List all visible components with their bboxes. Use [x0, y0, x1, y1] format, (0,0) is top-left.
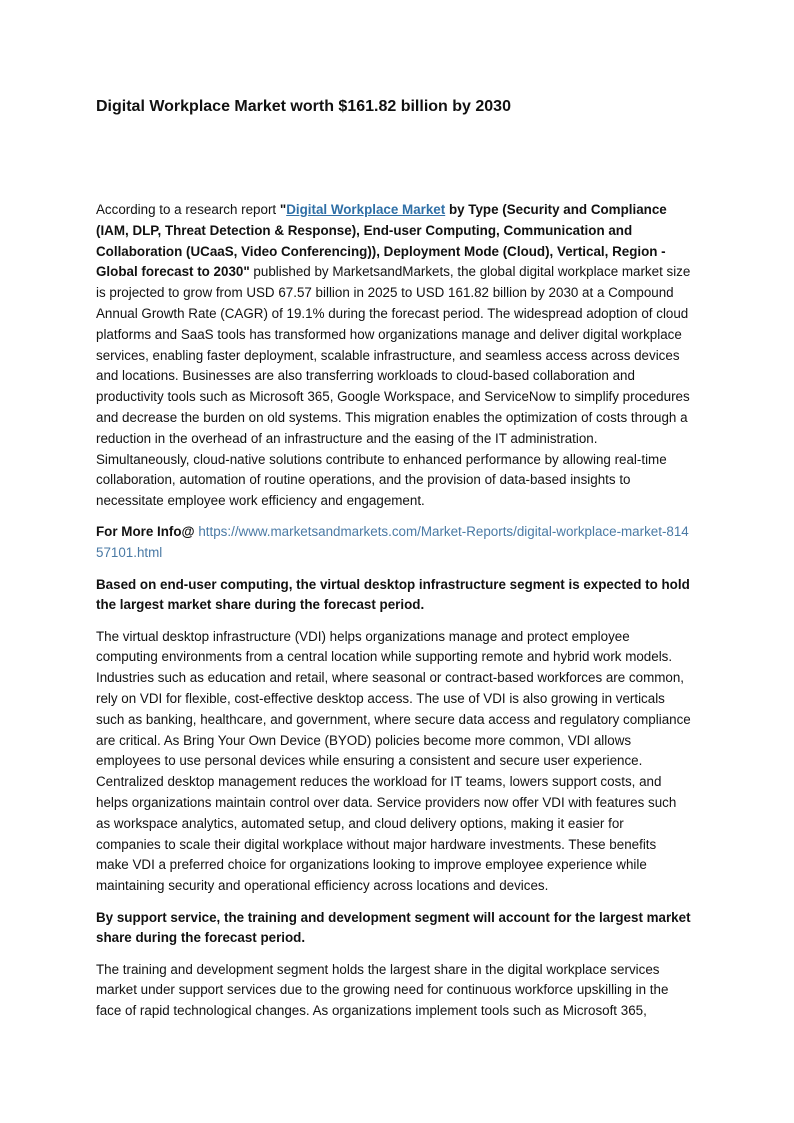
section1-heading: Based on end-user computing, the virtual desktop infrastructure segment is expected to hold the largest market share during the forecast period.	[96, 576, 690, 613]
intro-lead: According to a research report	[96, 202, 280, 217]
document-body	[96, 200, 692, 1032]
more-info-paragraph	[96, 522, 692, 564]
section2-body: The training and development segment holds the largest share in the digital workplace services market under support services due to the growing need for continuous workforce upskilling in the face of rapid technological changes. As organizations implement tools such as Microsoft 365,	[96, 961, 669, 1019]
more-info-url[interactable]: https://www.marketsandmarkets.com/Market-Reports/digital-workplace-market-81457101.html	[96, 524, 689, 561]
section2-heading: By support service, the training and development segment will account for the largest market share during the forecast period.	[96, 909, 691, 946]
report-title-rest: by Type (Security and Compliance (IAM, DLP, Threat Detection & Response), End-user Computing, Communication and Collaboration (UCaaS, Video Conferencing)), Deployment Mode (Cloud), Vertical, Region - Global forecast to 2030"	[96, 202, 667, 280]
intro-paragraph	[96, 200, 692, 512]
intro-body: published by MarketsandMarkets, the global digital workplace market size is projected to grow from USD 67.57 billion in 2025 to USD 161.82 billion by 2030 at a Compound Annual Growth Rate (CAGR) of 19.1% during the forecast period. The widespread adoption of cloud platforms and SaaS tools has transformed how organizations manage and deliver digital workplace services, enabling faster deployment, scalable infrastructure, and seamless access across devices and locations. Businesses are also transferring workloads to cloud-based collaboration and productivity tools such as Microsoft 365, Google Workspace, and ServiceNow to simplify procedures and decrease the burden on old systems. This migration enables the optimization of costs through a reduction in the overhead of an infrastructure and the easing of the IT administration. Simultaneously, cloud-native solutions contribute to enhanced performance by allowing real-time collaboration, automation of routine operations, and the provision of data-based insights to necessitate employee work efficiency and engagement.	[96, 264, 691, 509]
section1-body: The virtual desktop infrastructure (VDI) helps organizations manage and protect employee computing environments from a central location while supporting remote and hybrid work models. Industries such as education and retail, where seasonal or contract-based workforces are common, rely on VDI for flexible, cost-effective desktop access. The use of VDI is also growing in verticals such as banking, healthcare, and government, where secure data access and regulatory compliance are critical. As Bring Your Own Device (BYOD) policies become more common, VDI allows employees to use personal devices while ensuring a consistent and secure user experience. Centralized desktop management reduces the workload for IT teams, lowers support costs, and helps organizations maintain control over data. Service providers now offer VDI with features such as workspace analytics, automated setup, and cloud delivery options, making it easier for companies to scale their digital workplace without major hardware investments. These benefits make VDI a preferred choice for organizations looking to improve employee experience while maintaining security and operational efficiency across locations and devices.	[96, 628, 691, 894]
quote-open: "	[279, 202, 287, 217]
document-title: Digital Workplace Market worth $161.82 billion by 2030	[96, 98, 511, 115]
more-info-label: For More Info@	[96, 524, 195, 540]
report-link[interactable]: Digital Workplace Market	[286, 202, 446, 217]
